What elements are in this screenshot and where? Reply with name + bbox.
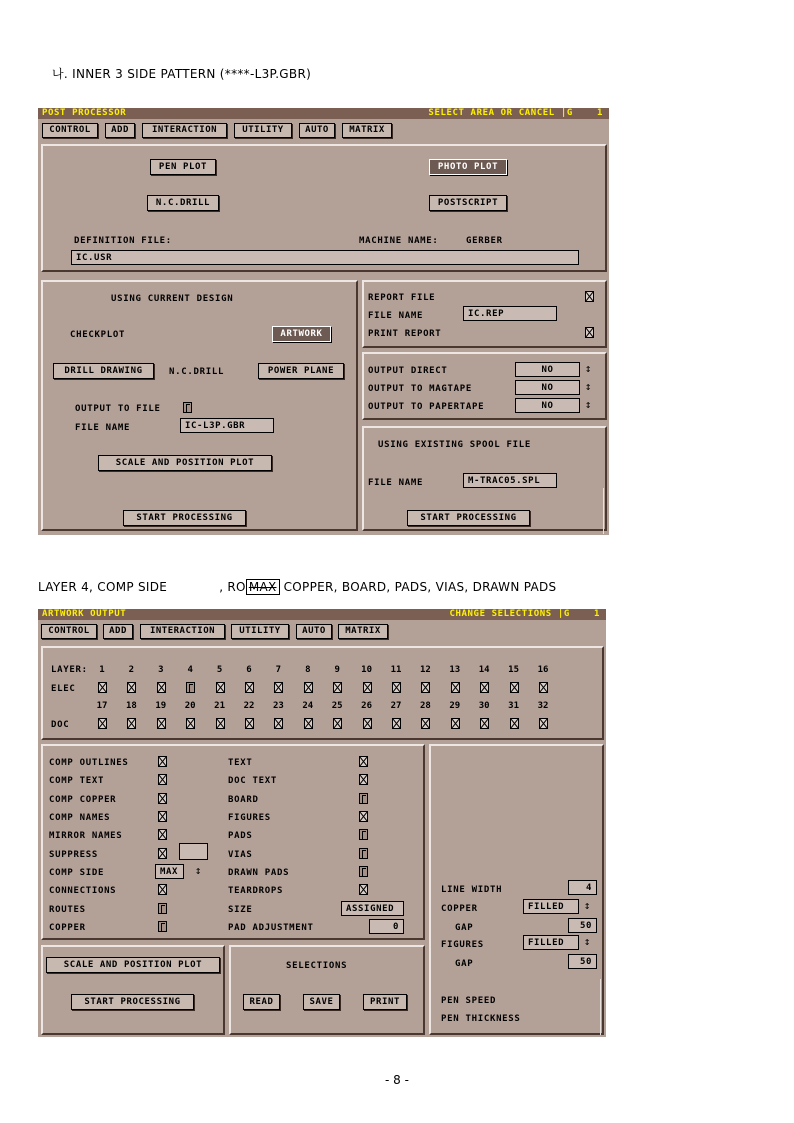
copper-gap-label: GAP <box>455 923 474 933</box>
menu-interaction[interactable]: INTERACTION <box>140 624 225 639</box>
option-checkbox[interactable] <box>359 829 368 840</box>
layer-number: 18 <box>125 701 137 711</box>
layer-number: 21 <box>214 701 226 711</box>
menu-utility[interactable]: UTILITY <box>231 624 289 639</box>
elec-layer-checkbox[interactable] <box>392 682 401 693</box>
layer-number: 17 <box>96 701 108 711</box>
output-magtape-toggle-icon[interactable]: ↕ <box>584 380 592 393</box>
option-checkbox[interactable] <box>158 829 167 840</box>
definition-file-input[interactable]: IC.USR <box>71 250 579 265</box>
scale-position-plot-button[interactable]: SCALE AND POSITION PLOT <box>98 455 272 471</box>
layer-number: 4 <box>187 665 193 675</box>
layer-label: LAYER: <box>51 665 88 675</box>
option-label: BOARD <box>228 795 259 805</box>
doc-layer-checkbox[interactable] <box>304 718 313 729</box>
menu-matrix[interactable]: MATRIX <box>338 624 388 639</box>
layer-number: 14 <box>478 665 490 675</box>
option-checkbox[interactable] <box>158 921 167 932</box>
layer-number: 27 <box>390 701 402 711</box>
option-checkbox[interactable] <box>158 774 167 785</box>
section-heading-2: LAYER 4, COMP SIDE , RO MAX COPPER, BOARD, PADS, VIAS, DRAWN PADS <box>38 580 557 594</box>
artwork-title-bar <box>38 609 606 620</box>
report-file-checkbox[interactable] <box>585 291 594 302</box>
machine-name-value: GERBER <box>466 236 503 246</box>
pad-adjustment-value[interactable]: 0 <box>369 919 404 934</box>
elec-layer-checkbox[interactable] <box>98 682 107 693</box>
print-report-label: PRINT REPORT <box>368 329 442 339</box>
option-label: DRAWN PADS <box>228 868 290 878</box>
scale-position-plot-button[interactable]: SCALE AND POSITION PLOT <box>46 957 220 973</box>
menu-utility[interactable]: UTILITY <box>234 123 292 138</box>
start-processing-button[interactable]: START PROCESSING <box>123 510 246 526</box>
doc-layer-checkbox[interactable] <box>510 718 519 729</box>
output-direct-value[interactable]: NO <box>515 362 580 377</box>
option-checkbox[interactable] <box>359 756 368 767</box>
option-checkbox[interactable] <box>359 811 368 822</box>
render-streak <box>603 488 604 534</box>
status-text: SELECT AREA OR CANCEL |G 1 <box>428 108 603 118</box>
layer-number: 26 <box>361 701 373 711</box>
option-label: COMP OUTLINES <box>49 758 129 768</box>
power-plane-button[interactable]: POWER PLANE <box>258 363 344 379</box>
output-papertape-value[interactable]: NO <box>515 398 580 413</box>
layer-number: 19 <box>155 701 167 711</box>
copper-toggle-icon[interactable]: ↕ <box>583 899 591 912</box>
menu-interaction[interactable]: INTERACTION <box>142 123 227 138</box>
elec-layer-checkbox[interactable] <box>333 682 342 693</box>
layer-number: 32 <box>537 701 549 711</box>
layer-number: 3 <box>158 665 164 675</box>
option-checkbox[interactable] <box>359 793 368 804</box>
doc-layer-checkbox[interactable] <box>539 718 548 729</box>
layer-number: 16 <box>537 665 549 675</box>
layer-number: 31 <box>508 701 520 711</box>
pen-speed-label: PEN SPEED <box>441 996 497 1006</box>
doc-layer-checkbox[interactable] <box>421 718 430 729</box>
post-processor-window <box>38 108 609 535</box>
elec-layer-checkbox[interactable] <box>510 682 519 693</box>
selections-label: SELECTIONS <box>286 961 348 971</box>
output-magtape-value[interactable]: NO <box>515 380 580 395</box>
nc-drill-label: N.C.DRILL <box>169 367 225 377</box>
pen-settings-panel <box>429 744 604 1035</box>
comp-side-value[interactable]: MAX <box>155 864 184 879</box>
option-label: VIAS <box>228 850 253 860</box>
option-label: COMP NAMES <box>49 813 111 823</box>
option-checkbox[interactable] <box>158 903 167 914</box>
using-spool-label: USING EXISTING SPOOL FILE <box>378 440 531 450</box>
layer-number: 7 <box>275 665 282 675</box>
elec-layer-checkbox[interactable] <box>245 682 254 693</box>
elec-label: ELEC <box>51 684 76 694</box>
figures-fill-value[interactable]: FILLED <box>523 935 579 950</box>
layer-number: 30 <box>478 701 490 711</box>
option-label: CONNECTIONS <box>49 886 117 896</box>
definition-file-label: DEFINITION FILE: <box>74 236 172 246</box>
output-direct-label: OUTPUT DIRECT <box>368 366 448 376</box>
drill-drawing-button[interactable]: DRILL DRAWING <box>53 363 154 379</box>
elec-layer-checkbox[interactable] <box>304 682 313 693</box>
layers-panel <box>41 646 604 740</box>
spool-file-input[interactable]: M-TRAC05.SPL <box>463 473 557 488</box>
figures-toggle-icon[interactable]: ↕ <box>583 935 591 948</box>
selections-panel <box>229 945 425 1035</box>
post-title-bar <box>38 108 609 119</box>
layer-number: 25 <box>331 701 343 711</box>
artwork-button[interactable]: ARTWORK <box>272 326 331 342</box>
output-magtape-label: OUTPUT TO MAGTAPE <box>368 384 473 394</box>
option-checkbox[interactable] <box>359 848 368 859</box>
option-label: PAD ADJUSTMENT <box>228 923 314 933</box>
option-label: MIRROR NAMES <box>49 831 123 841</box>
output-papertape-label: OUTPUT TO PAPERTAPE <box>368 402 485 412</box>
output-panel <box>362 352 607 420</box>
doc-label: DOC <box>51 720 70 730</box>
layer-number: 6 <box>246 665 252 675</box>
output-to-file-checkbox[interactable] <box>183 402 192 413</box>
option-checkbox[interactable] <box>359 774 368 785</box>
doc-layer-checkbox[interactable] <box>216 718 225 729</box>
doc-layer-checkbox[interactable] <box>333 718 342 729</box>
option-label: SIZE <box>228 905 253 915</box>
layer-number: 5 <box>216 665 223 675</box>
option-label: SUPPRESS <box>49 850 98 860</box>
page-number: - 8 - <box>385 1073 409 1087</box>
figures-gap-input[interactable]: 50 <box>568 954 597 969</box>
figures-label: FIGURES <box>441 940 484 950</box>
comp-side-toggle-icon[interactable]: ↕ <box>194 864 202 877</box>
option-label: COPPER <box>49 923 86 933</box>
option-label: DOC TEXT <box>228 776 277 786</box>
option-label: PADS <box>228 831 253 841</box>
option-checkbox[interactable] <box>158 848 167 859</box>
elec-layer-checkbox[interactable] <box>157 682 166 693</box>
machine-name-label: MACHINE NAME: <box>359 236 439 246</box>
doc-layer-checkbox[interactable] <box>451 718 460 729</box>
doc-layer-checkbox[interactable] <box>98 718 107 729</box>
option-label: TEARDROPS <box>228 886 284 896</box>
option-checkbox[interactable] <box>158 884 167 895</box>
spool-panel <box>362 426 607 531</box>
post-menu-bar <box>38 119 609 141</box>
output-papertape-toggle-icon[interactable]: ↕ <box>584 398 592 411</box>
doc-layer-checkbox[interactable] <box>480 718 489 729</box>
layer-number: 9 <box>334 665 340 675</box>
report-file-label: REPORT FILE <box>368 293 436 303</box>
elec-layer-checkbox[interactable] <box>363 682 372 693</box>
photo-plot-button[interactable]: PHOTO PLOT <box>429 159 507 175</box>
layer-number: 10 <box>361 665 373 675</box>
postscript-button[interactable]: POSTSCRIPT <box>429 195 507 211</box>
file-name-input[interactable]: IC-L3P.GBR <box>180 418 274 433</box>
menu-add[interactable]: ADD <box>105 123 135 138</box>
doc-layer-checkbox[interactable] <box>274 718 283 729</box>
copper-gap-input[interactable]: 50 <box>568 918 597 933</box>
elec-layer-checkbox[interactable] <box>127 682 136 693</box>
section-heading-1: 나. INNER 3 SIDE PATTERN (****-L3P.GBR) <box>52 67 312 81</box>
layer-number: 20 <box>184 701 196 711</box>
doc-layer-checkbox[interactable] <box>186 718 195 729</box>
layer-number: 22 <box>243 701 255 711</box>
option-checkbox[interactable] <box>158 756 167 767</box>
doc-layer-checkbox[interactable] <box>127 718 136 729</box>
option-label: FIGURES <box>228 813 271 823</box>
suppress-value-input[interactable] <box>179 843 208 860</box>
render-streak <box>600 979 601 1035</box>
doc-layer-checkbox[interactable] <box>363 718 372 729</box>
layer-number: 23 <box>272 701 284 711</box>
layer-number: 12 <box>419 665 431 675</box>
layer-number: 24 <box>302 701 314 711</box>
elec-layer-checkbox[interactable] <box>186 682 195 693</box>
line-width-label: LINE WIDTH <box>441 885 503 895</box>
layer-number: 13 <box>449 665 461 675</box>
menu-control[interactable]: CONTROL <box>41 624 97 639</box>
pen-thickness-label: PEN THICKNESS <box>441 1014 521 1024</box>
layer-number: 15 <box>508 665 520 675</box>
figures-gap-label: GAP <box>455 959 474 969</box>
pen-plot-button[interactable]: PEN PLOT <box>150 159 216 175</box>
status-text: CHANGE SELECTIONS |G 1 <box>449 609 600 619</box>
report-file-name-label: FILE NAME <box>368 311 424 321</box>
nc-drill-button[interactable]: N.C.DRILL <box>147 195 219 211</box>
elec-layer-checkbox[interactable] <box>451 682 460 693</box>
output-to-file-label: OUTPUT TO FILE <box>75 404 161 414</box>
layer-number: 28 <box>419 701 431 711</box>
layer-number: 29 <box>449 701 461 711</box>
file-name-label: FILE NAME <box>75 423 131 433</box>
menu-add[interactable]: ADD <box>103 624 133 639</box>
option-label: TEXT <box>228 758 253 768</box>
options-panel <box>41 744 425 940</box>
output-direct-toggle-icon[interactable]: ↕ <box>584 362 592 375</box>
start-processing-spool-button[interactable]: START PROCESSING <box>407 510 530 526</box>
doc-layer-checkbox[interactable] <box>392 718 401 729</box>
report-file-name-input[interactable]: IC.REP <box>463 306 557 321</box>
option-checkbox[interactable] <box>158 793 167 804</box>
option-label: COMP TEXT <box>49 776 105 786</box>
window-title: POST PROCESSOR <box>42 108 127 118</box>
menu-control[interactable]: CONTROL <box>42 123 98 138</box>
elec-layer-checkbox[interactable] <box>421 682 430 693</box>
layer-number: 2 <box>128 665 135 675</box>
elec-layer-checkbox[interactable] <box>274 682 283 693</box>
artwork-menu-bar <box>38 620 606 642</box>
option-checkbox[interactable] <box>359 884 368 895</box>
option-label: COMP COPPER <box>49 795 117 805</box>
option-label: COMP SIDE <box>49 868 105 878</box>
window-title: ARTWORK OUTPUT <box>42 609 127 619</box>
option-label: ROUTES <box>49 905 86 915</box>
option-checkbox[interactable] <box>359 866 368 877</box>
layer-number: 11 <box>390 665 402 675</box>
print-button[interactable]: PRINT <box>363 994 407 1010</box>
max-highlight-box: MAX <box>246 579 280 595</box>
using-current-design-label: USING CURRENT DESIGN <box>111 294 234 304</box>
current-design-panel <box>41 280 358 531</box>
size-value[interactable]: ASSIGNED <box>341 901 404 916</box>
start-processing-button[interactable]: START PROCESSING <box>71 994 194 1010</box>
menu-auto[interactable]: AUTO <box>296 624 332 639</box>
elec-layer-checkbox[interactable] <box>539 682 548 693</box>
menu-matrix[interactable]: MATRIX <box>342 123 392 138</box>
doc-layer-checkbox[interactable] <box>245 718 254 729</box>
elec-layer-checkbox[interactable] <box>216 682 225 693</box>
menu-auto[interactable]: AUTO <box>299 123 335 138</box>
layer-number: 8 <box>305 665 311 675</box>
plot-type-panel <box>41 144 607 272</box>
copper-label: COPPER <box>441 904 478 914</box>
layer-number: 1 <box>99 665 105 675</box>
spool-file-name-label: FILE NAME <box>368 478 424 488</box>
scale-panel <box>41 945 225 1035</box>
read-button[interactable]: READ <box>243 994 280 1010</box>
artwork-output-window <box>38 609 606 1037</box>
doc-layer-checkbox[interactable] <box>157 718 166 729</box>
report-panel <box>362 280 607 348</box>
checkplot-label: CHECKPLOT <box>70 330 126 340</box>
line-width-input[interactable]: 4 <box>568 880 597 895</box>
option-checkbox[interactable] <box>158 811 167 822</box>
save-button[interactable]: SAVE <box>303 994 340 1010</box>
copper-fill-value[interactable]: FILLED <box>523 899 579 914</box>
print-report-checkbox[interactable] <box>585 327 594 338</box>
elec-layer-checkbox[interactable] <box>480 682 489 693</box>
